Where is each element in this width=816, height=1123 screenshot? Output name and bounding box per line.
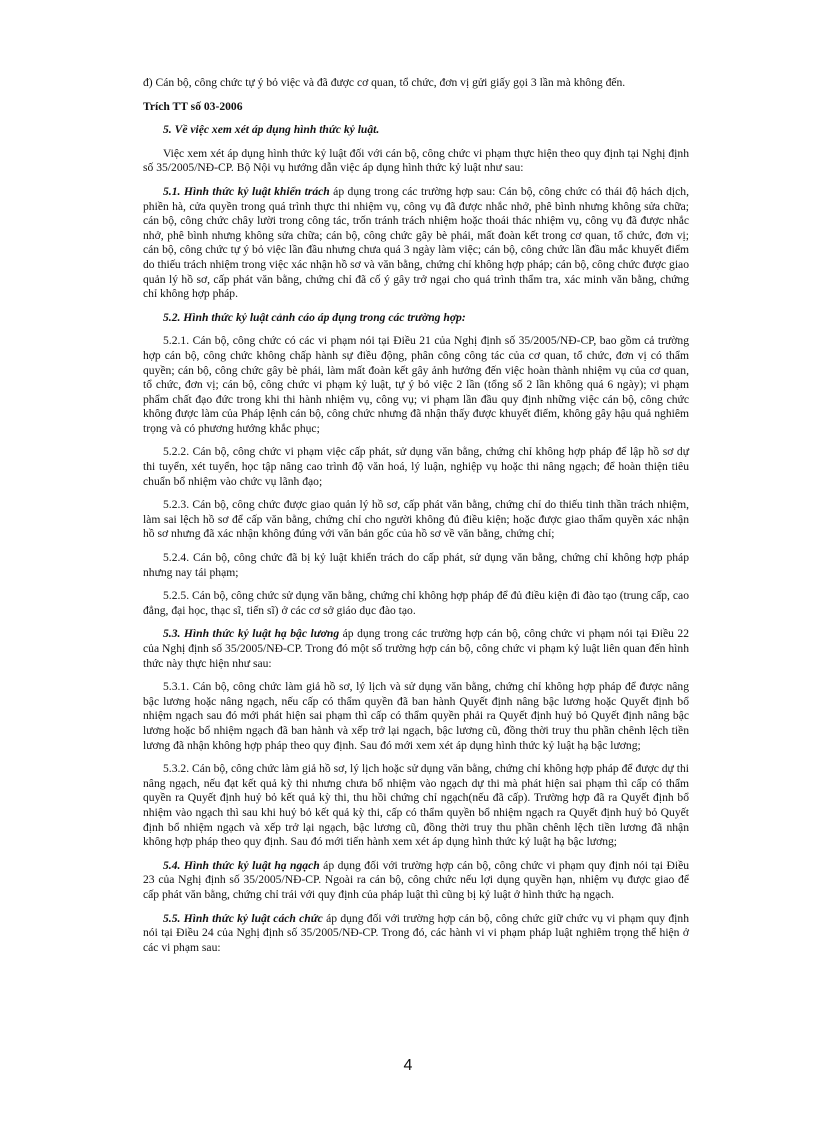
section-5-title: 5. Về việc xem xét áp dụng hình thức kỷ luật. [163, 123, 380, 137]
section-5-4-body: áp dụng đối với trường hợp cán bộ, công chức vi phạm quy định nói tại Điều 23 của Nghị định số 35/2005/NĐ-CP. Ngoài ra cán bộ, công chức nếu lợi dụng quyền hạn, nhiệm vụ được giao để cấp phát văn bằng, chứng chỉ trái với quy định của pháp luật thì cũng bị kỷ luật ở hình thức hạ ngạch. [143, 858, 690, 901]
section-5-1 [143, 185, 689, 302]
page-number: 4 [403, 1057, 413, 1074]
section-5-3-1: 5.3.1. Cán bộ, công chức làm giả hồ sơ, lý lịch và sử dụng văn bằng, chứng chỉ không hợp pháp để được nâng bậc lương hoặc nâng ngạch, nếu cấp có thẩm quyền đã ban hành Quyết định nâng bậc lương hoặc Quyết định bổ nhiệm ngạch sau đó mới phát hiện sai phạm thì cấp có thẩm quyền phải ra Quyết định huỷ bỏ Quyết định nâng bậc lương hoặc bổ nhiệm ngạch đã ban hành và xếp trở lại ngạch, bậc lương cũ, đồng thời truy thu phần chênh lệch tiền lương đã nhận không hợp pháp theo quy định. Sau đó mới xem xét áp dụng hình thức kỷ luật hạ bậc lương; [143, 680, 689, 752]
section-5-3-2: 5.3.2. Cán bộ, công chức làm giả hồ sơ, lý lịch hoặc sử dụng văn bằng, chứng chỉ không hợp pháp để được dự thi nâng ngạch, nếu đạt kết quả kỳ thi nhưng chưa bổ nhiệm vào ngạch dự thi mà phát hiện sai phạm thì cấp có thẩm quyền ra Quyết định huỷ bỏ kết quả kỳ thi, thu hồi chứng chỉ ngạch(nếu đã cấp). Trường hợp đã ra Quyết định bổ nhiệm vào ngạch thì sau khi huỷ bỏ kết quả kỳ thi, cấp có thẩm quyền bổ nhiệm ngạch ra Quyết định huỷ bỏ Quyết định bổ nhiệm ngạch và xếp trở lại ngạch, bậc lương cũ, đồng thời truy thu phần chênh lệch tiền lương đã nhận không hợp pháp theo quy định. Sau đó mới tiến hành xem xét áp dụng hình thức kỷ luật hạ bậc lương; [143, 762, 689, 849]
section-5-2-5: 5.2.5. Cán bộ, công chức sử dụng văn bằng, chứng chỉ không hợp pháp để đủ điều kiện đi đào tạo (trung cấp, cao đẳng, đại học, thạc sĩ, tiến sĩ) ở các cơ sở giáo dục đào tạo. [143, 589, 689, 617]
section-5-1-title: 5.1. Hình thức kỷ luật khiển trách [163, 184, 330, 198]
section-5-4-title: 5.4. Hình thức kỷ luật hạ ngạch [163, 858, 320, 872]
section-5-2-3: 5.2.3. Cán bộ, công chức được giao quản lý hồ sơ, cấp phát văn bằng, chứng chỉ do thiếu tinh thần trách nhiệm, làm sai lệch hồ sơ để cấp văn bằng, chứng chỉ cho người không đủ điều kiện; hoặc được giao thẩm quyền xác nhận hồ sơ nhưng đã xác nhận không đúng với văn bản gốc của hồ sơ về văn bằng, chứng chỉ; [143, 498, 689, 541]
section-5-2-2: 5.2.2. Cán bộ, công chức vi phạm việc cấp phát, sử dụng văn bằng, chứng chỉ không hợp pháp để lập hồ sơ dự thi tuyển, xét tuyển, học tập nâng cao trình độ văn hoá, lý luận, nghiệp vụ hoặc thi nâng ngạch; để hoàn thiện tiêu chuẩn bổ nhiệm vào chức vụ lãnh đạo; [143, 445, 689, 488]
section-5-2-title: 5.2. Hình thức kỷ luật cảnh cáo áp dụng trong các trường hợp: [163, 310, 466, 324]
section-5-2-4: 5.2.4. Cán bộ, công chức đã bị kỷ luật khiển trách do cấp phát, sử dụng văn bằng, chứng chỉ không hợp pháp nhưng nay tái phạm; [143, 551, 689, 579]
section-5-4 [143, 859, 689, 903]
section-5-2-1: 5.2.1. Cán bộ, công chức có các vi phạm nói tại Điều 21 của Nghị định số 35/2005/NĐ-CP, bao gồm cả trường hợp cán bộ, công chức không chấp hành sự điều động, phân công công tác của cơ quan, tổ chức, đơn vị có thẩm quyền; cán bộ, công chức gây bè phái, làm mất đoàn kết gây ảnh hưởng đến việc hoàn thành nhiệm vụ của cơ quan, tổ chức, đơn vị; cán bộ, công chức vi phạm kỷ luật, tự ý bỏ việc 2 lần (tổng số 2 lần không quá 6 ngày); vi phạm phẩm chất đạo đức trong khi thi hành nhiệm vụ, công vụ; vi phạm lần đầu quy định những việc cán bộ, công chức không được làm của Pháp lệnh cán bộ, công chức nhưng đã nhận thấy được khuyết điểm, không gây hậu quả nghiêm trọng và có phương hướng khắc phục; [143, 334, 689, 435]
intro-paragraph: Việc xem xét áp dụng hình thức kỷ luật đối với cán bộ, công chức vi phạm thực hiện theo quy định tại Nghị định số 35/2005/NĐ-CP. Bộ Nội vụ hướng dẫn việc áp dụng hình thức kỷ luật như sau: [143, 146, 689, 175]
paragraph-d: đ) Cán bộ, công chức tự ý bỏ việc và đã được cơ quan, tổ chức, đơn vị gửi giấy gọi 3 lần mà không đến. [143, 76, 626, 89]
excerpt-heading: Trích TT số 03-2006 [143, 99, 243, 113]
section-5-3-body: áp dụng trong các trường hợp cán bộ, công chức vi phạm nói tại Điều 22 của Nghị định số 35/2005/NĐ-CP. Trong đó một số trường hợp cán bộ, công chức vi phạm kỷ luật liên quan đến hình thức này thực hiện như sau: [143, 627, 690, 670]
section-5-5 [143, 912, 689, 956]
section-5-3 [143, 627, 689, 671]
section-5-5-title: 5.5. Hình thức kỷ luật cách chức [163, 911, 323, 925]
section-5-3-title: 5.3. Hình thức kỷ luật hạ bậc lương [163, 627, 340, 641]
section-5-1-body: áp dụng trong các trường hợp sau: Cán bộ, công chức có thái độ hách dịch, phiền hà, cửa quyền trong quá trình thực thi nhiệm vụ, công vụ đã được nhắc nhở, phê bình nhưng không sửa chữa; cán bộ, công chức chây lười trong công tác, trốn tránh trách nhiệm hoặc thoái thác nhiệm vụ, công vụ đã được nhắc nhở, phê bình nhưng không sửa chữa; cán bộ, công chức gây bè phái, mất đoàn kết trong cơ quan, tổ chức, đơn vị; cán bộ, công chức tự ý bỏ việc lần đầu nhưng chưa quá 3 ngày làm việc; cán bộ, công chức lần đầu mắc khuyết điểm do thiếu trách nhiệm trong việc xác nhận hồ sơ và văn bằng, chứng chỉ không hợp pháp; cán bộ, công chức được giao quản lý hồ sơ, cấp phát văn bằng, chứng chỉ đã cố ý gây trở ngại cho quá trình thẩm tra, xác minh văn bằng, chứng chỉ không hợp pháp. [143, 184, 689, 301]
section-5-5-body: áp dụng đối với trường hợp cán bộ, công chức giữ chức vụ vi phạm quy định nói tại Điều 24 của Nghị định số 35/2005/NĐ-CP. Trong đó, các hành vi vi phạm pháp luật nghiêm trọng thể hiện ở các vi phạm sau: [143, 911, 689, 954]
document-body [143, 76, 689, 964]
